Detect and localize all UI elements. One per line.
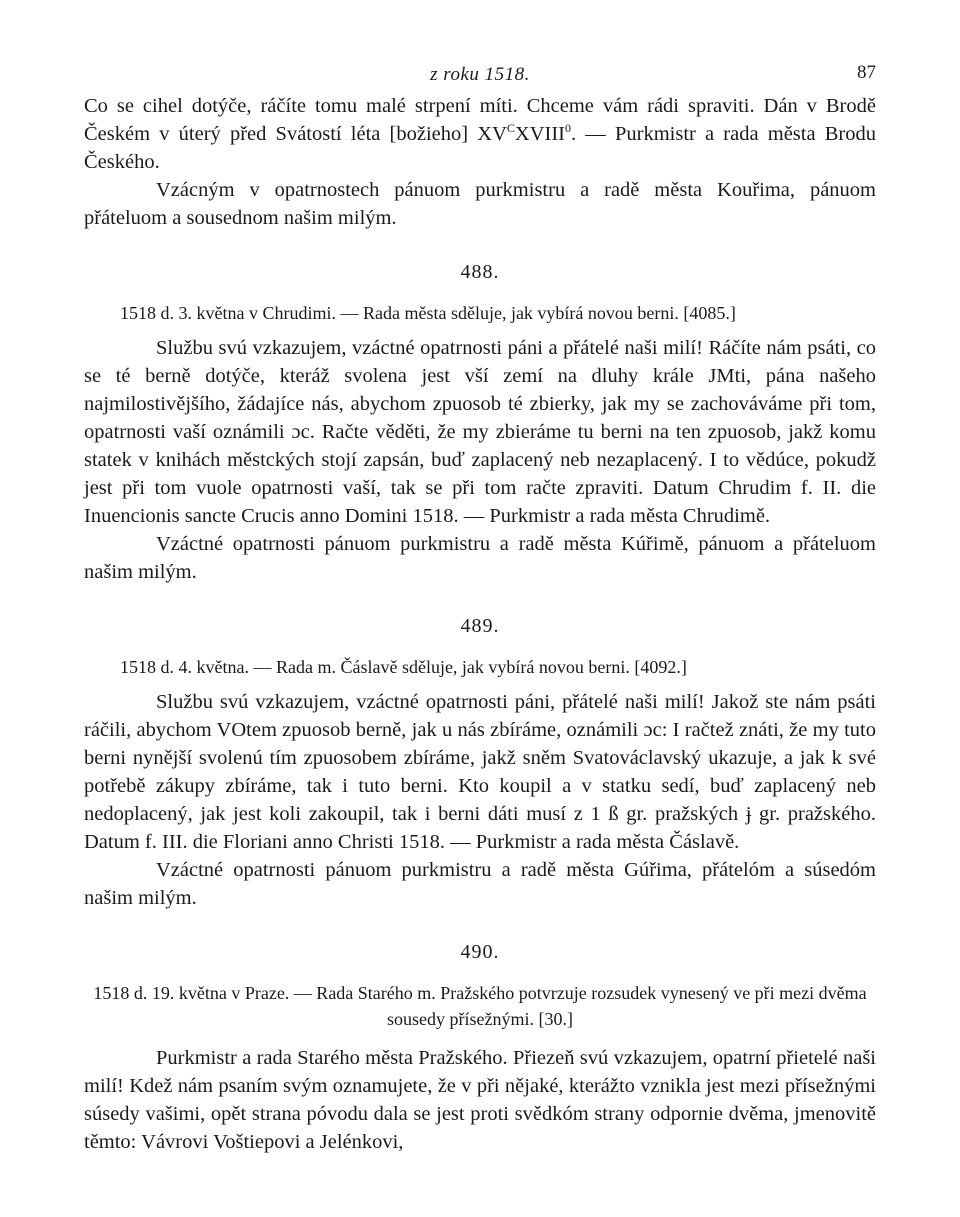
page-header xyxy=(84,58,876,92)
regest-line: 1518 d. 19. května v Praze. — Rada Starého m. Pražského potvrzuje rozsudek vynesený ve při mezi dvěma sousedy přísežnými. [30.] xyxy=(93,983,867,1029)
page-number: 87 xyxy=(857,62,876,83)
paragraph-letter: Službu svú vzkazujem, vzáctné opatrnosti páni, přátelé naši milí! Jakož ste nám psáti ráčili, abychom VOtem zpuosob berně, jak u nás zbíráme, oznámili ɔc: I račtež znáti, že my tuto berni nynější svolenú tím zpuosobem zbíráme, jakž sněm Svatováclavský ukazuje, a jak k své potřebě zákupy zbíráme, tak i tuto berni. Kto koupil a v statku sedí, buď zaplacený neb nedoplacený, jak jest koli zakoupil, tak i berni dáti musí z 1 ß gr. pražských ɉ gr. pražského. Datum f. III. die Floriani anno Christi 1518. — Purkmistr a rada města Čáslavě. xyxy=(84,691,876,853)
document-number: 489. xyxy=(460,615,500,637)
paragraph-address: Vzáctné opatrnosti pánuom purkmistru a radě města Gúřima, přátelóm a súsedóm našim milým. xyxy=(84,859,876,909)
paragraph-address: Vzáctné opatrnosti pánuom purkmistru a radě města Kúřimě, pánuom a přáteluom našim milým. xyxy=(84,533,876,583)
paragraph-letter: Purkmistr a rada Starého města Pražského. Přiezeň svú vzkazujem, opatrní přietelé naši milí! Kdež nám psaním svým oznamujete, že v při nějaké, kterážto vznikla jest mezi přísežnými súsedy vašimi, opět strana póvodu dala se jest proti svědkóm strany odpornie dvěma, jmenovitě těmto: Vávrovi Voštiepovi a Jelénkovi, xyxy=(84,1047,876,1153)
document-number: 490. xyxy=(460,941,500,963)
document-page xyxy=(84,58,876,1156)
regest-line: 1518 d. 3. května v Chrudimi. — Rada města sděluje, jak vybírá novou berni. [4085.] xyxy=(120,303,736,323)
paragraph-closing-letter: Co se cihel dotýče, ráčíte tomu malé strpení míti. Chceme vám rádi spraviti. Dán v Brodě Českém v úterý před Svátostí léta [božieho] $XV^CXVIII^0$. — Purkmistr a rada města Brodu Českého. xyxy=(84,95,876,173)
regest-line: 1518 d. 4. května. — Rada m. Čáslavě sděluje, jak vybírá novou berni. [4092.] xyxy=(120,657,687,677)
paragraph-letter: Službu svú vzkazujem, vzáctné opatrnosti páni a přátelé naši milí! Ráčíte nám psáti, co se té berně dotýče, kteráž svolena jest vší zemí na dluhy krále JMti, pána našeho najmilostivějšího, žádajíce nás, abychom zpuosob té zbierky, jak my se zachováváme při tom, opatrnosti vaší oznámili ɔc. Račte věděti, že my zbieráme tu berni na ten zpuosob, jakž komu statek v knihách městckých stojí zapsán, buď zaplacený neb nezaplacený. I to vědúce, pokudž jest při tom vuole opatrnosti vaší, tak se při tom račte zpraviti. Datum Chrudim f. II. die Inuencionis sancte Crucis anno Domini 1518. — Purkmistr a rada města Chrudimě. xyxy=(84,337,876,527)
document-number: 488. xyxy=(460,261,500,283)
paragraph-address: Vzácným v opatrnostech pánuom purkmistru a radě města Kouřima, pánuom přáteluom a sousednom našim milým. xyxy=(84,179,876,229)
running-title: z roku 1518. xyxy=(430,64,530,85)
